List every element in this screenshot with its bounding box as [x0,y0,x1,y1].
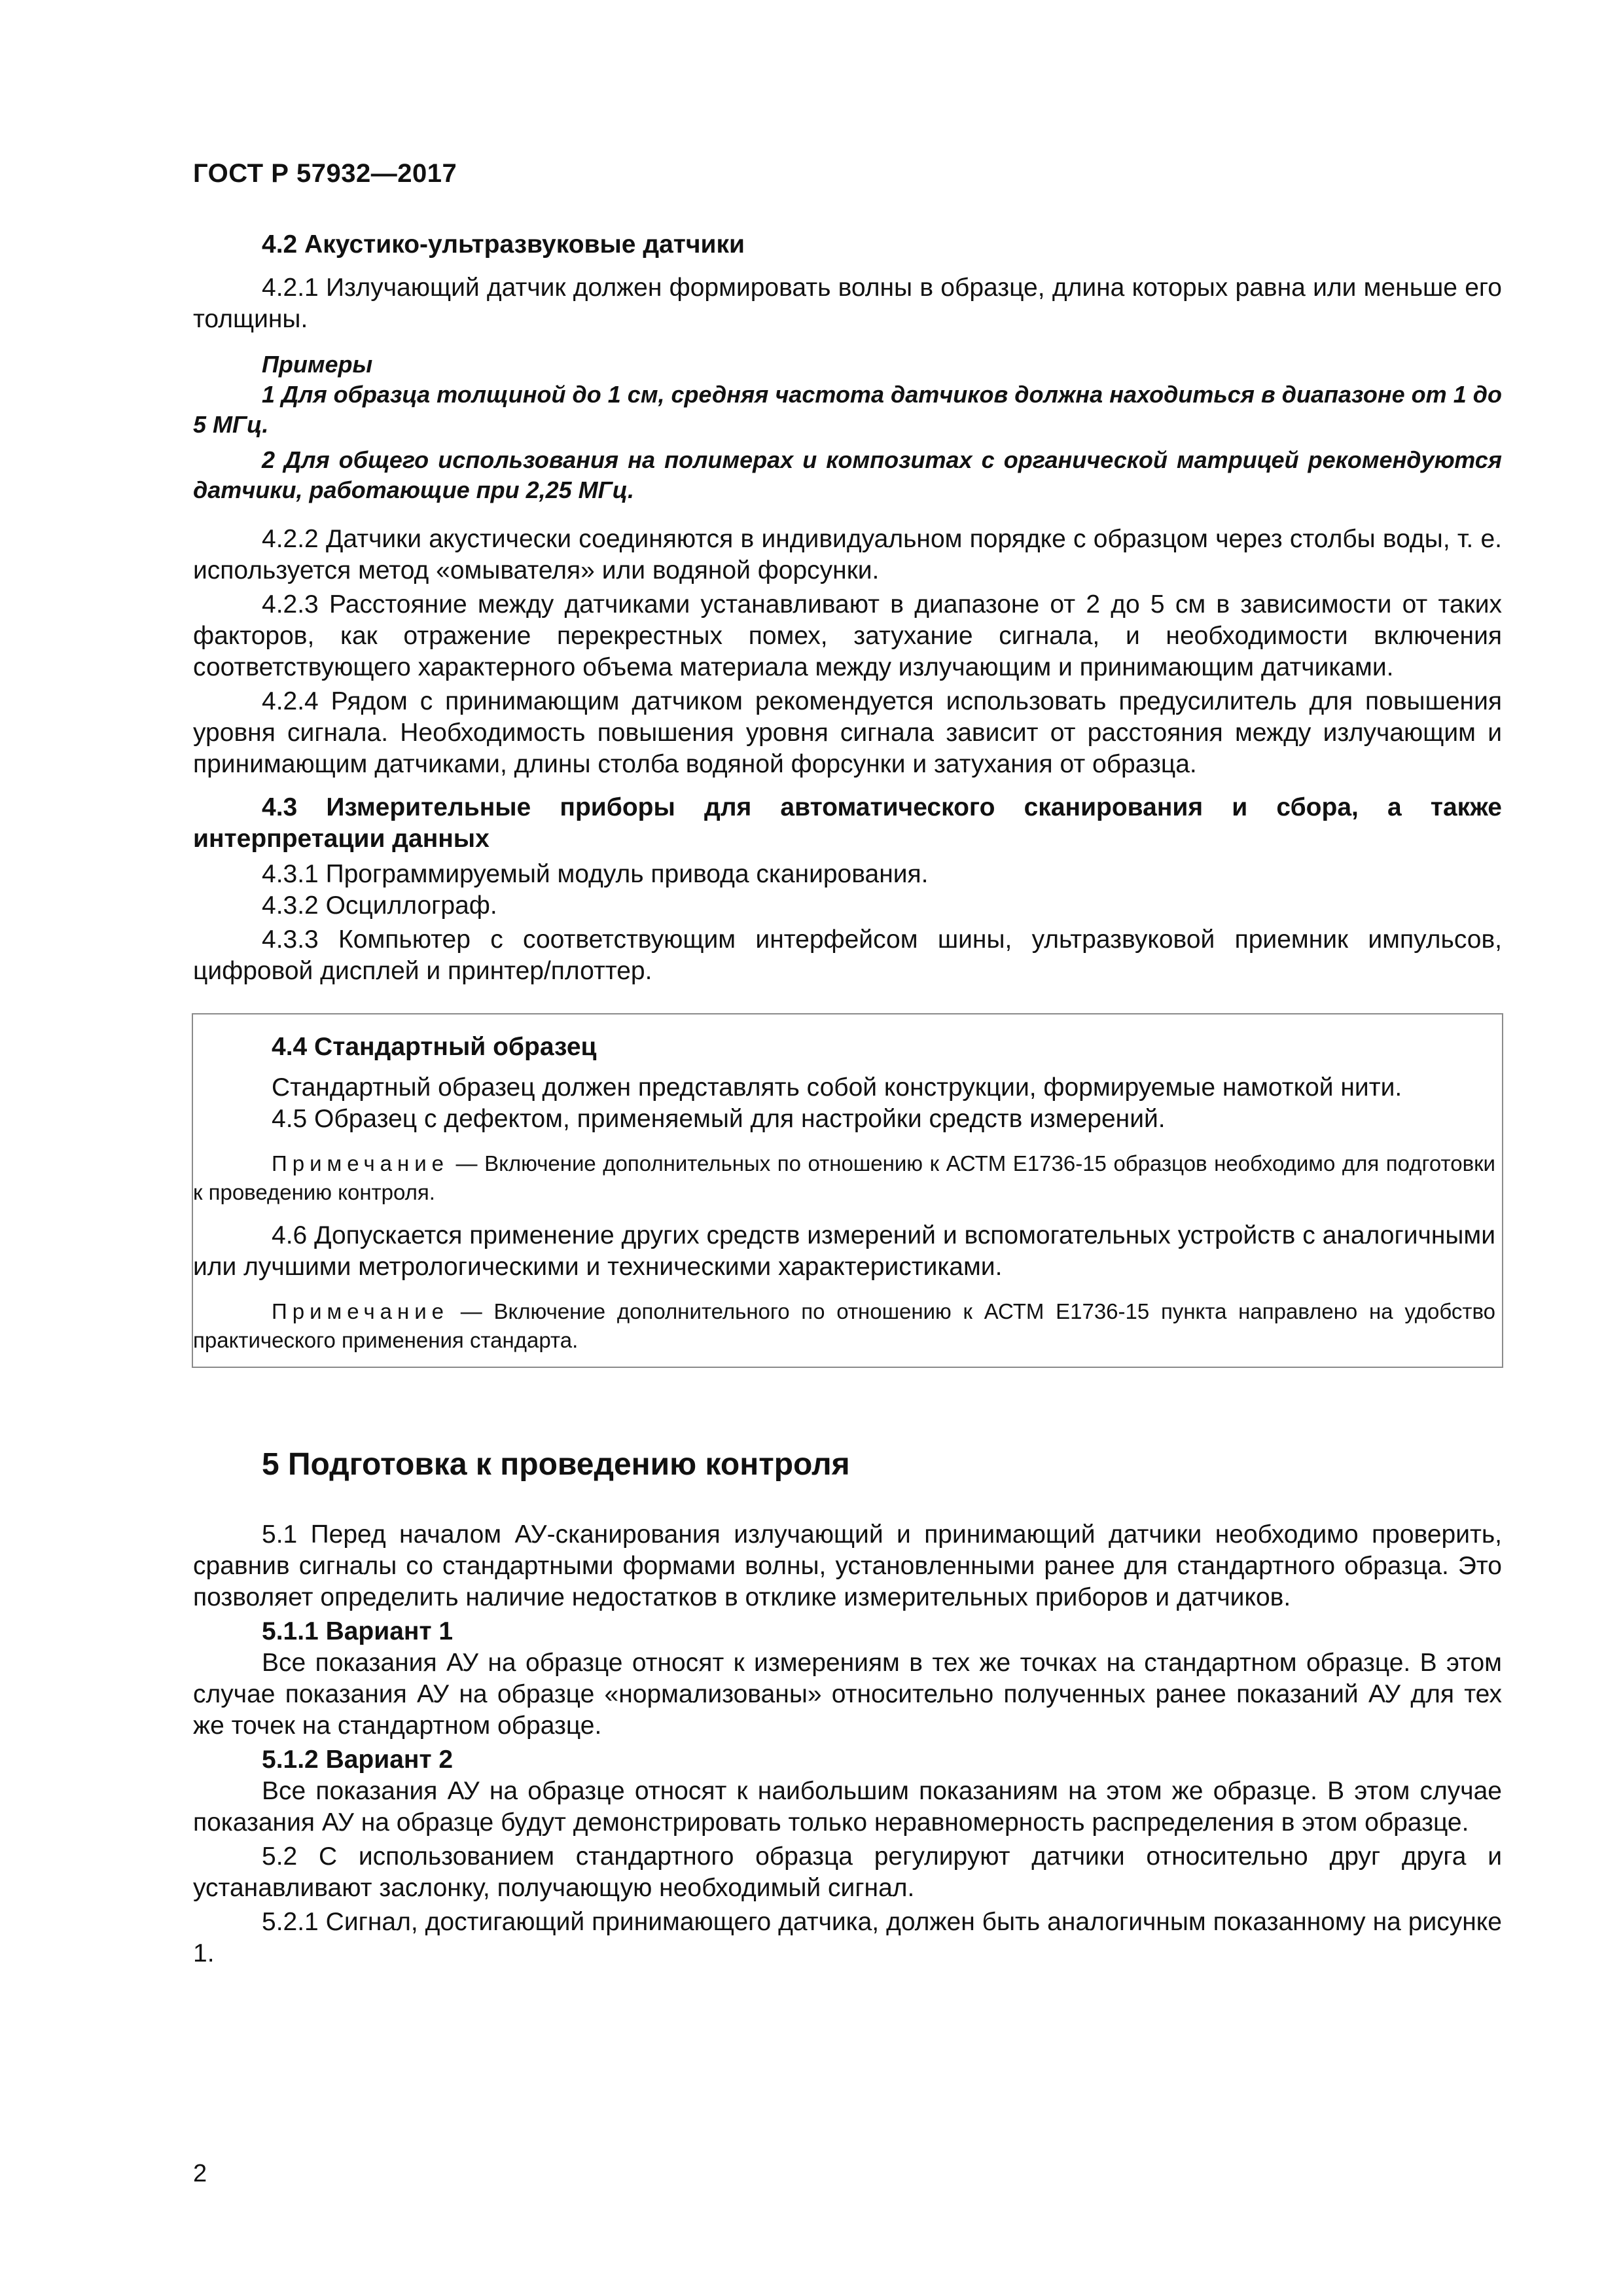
variant-2-title: 5.1.2 Вариант 2 [262,1746,454,1774]
section-4-2-title: 4.2 Акустико-ультразвуковые датчики [262,230,745,259]
paragraph-4-5: 4.5 Образец с дефектом, применяемый для настройки средств измерений. [272,1105,1166,1133]
page-number: 2 [193,2160,207,2187]
note-2-label: Примечание [272,1299,450,1323]
note-1-label: Примечание [272,1151,450,1175]
paragraph-5-1: 5.1 Перед началом АУ-сканирования излучающий и принимающий датчики необходимо проверить, сравнив сигналы со стандартными формами волны, установленными ранее для стандартного образца. Это позволяет определить наличие недостатков в отклике измерительных приборов и датчиков. [193,1520,1502,1611]
example-2: 2 Для общего использования на полимерах и композитах с органической матрицей рекомендуются датчики, работающие при 2,25 МГц. [193,446,1502,503]
variant-2-text: Все показания АУ на образце относят к наибольшим показаниям на этом же образце. В этом случае показания АУ на образце будут демонстрировать только неравномерность распределения в этом образце. [193,1777,1502,1837]
note-1-text: — Включение дополнительных по отношению к АСТМ Е1736-15 образцов необходимо для подготовки к проведению контроля. [193,1151,1495,1204]
note-2-text: — Включение дополнительного по отношению к АСТМ Е1736-15 пункта направлено на удобство практического применения стандарта. [193,1299,1495,1352]
paragraph-4-3-2: 4.3.2 Осциллограф. [262,891,497,920]
paragraph-5-2: 5.2 С использованием стандартного образца регулируют датчики относительно друг друга и устанавливают заслонку, получающую необходимый сигнал. [193,1842,1502,1902]
paragraph-4-3-3: 4.3.3 Компьютер с соответствующим интерфейсом шины, ультразвуковой приемник импульсов, цифровой дисплей и принтер/плоттер. [193,925,1502,985]
paragraph-4-2-2: 4.2.2 Датчики акустически соединяются в индивидуальном порядке с образцом через столбы воды, т. е. используется метод «омывателя» или водяной форсунки. [193,525,1502,584]
paragraph-4-2-3: 4.2.3 Расстояние между датчиками устанавливают в диапазоне от 2 до 5 см в зависимости от таких факторов, как отражение перекрестных помех, затухание сигнала, и необходимости включения соответствующего характерного объема материала между излучающим и принимающим датчиками. [193,590,1502,681]
paragraph-4-4: Стандартный образец должен представлять собой конструкции, формируемые намоткой нити. [272,1073,1402,1102]
paragraph-5-2-1: 5.2.1 Сигнал, достигающий принимающего датчика, должен быть аналогичным показанному на рисунке 1. [193,1908,1502,1967]
note-1 [193,1149,1502,1207]
example-1: 1 Для образца толщиной до 1 см, средняя частота датчиков должна находиться в диапазоне от 1 до 5 МГц. [193,381,1502,438]
document-header: ГОСТ Р 57932—2017 [193,159,457,188]
document-body [193,229,1502,1969]
paragraph-4-3-1: 4.3.1 Программируемый модуль привода сканирования. [262,860,929,888]
paragraph-4-6: 4.6 Допускается применение других средств измерений и вспомогательных устройств с аналогичными или лучшими метрологическими и техническими характеристиками. [193,1221,1495,1281]
paragraph-4-2-4: 4.2.4 Рядом с принимающим датчиком рекомендуется использовать предусилитель для повышения уровня сигнала. Необходимость повышения уровня сигнала зависит от расстояния между излучающим и принимающим датчиками, длины столба водяной форсунки и затухания от образца. [193,687,1502,778]
section-5-title: 5 Подготовка к проведению контроля [262,1447,850,1482]
note-2 [193,1297,1502,1355]
variant-1-text: Все показания АУ на образце относят к измерениям в тех же точках на стандартном образце. В этом случае показания АУ на образце «нормализованы» относительно полученных ранее показаний АУ для тех же точек на стандартном образце. [193,1649,1502,1740]
paragraph-4-2-1: 4.2.1 Излучающий датчик должен формировать волны в образце, длина которых равна или меньше его толщины. [193,274,1502,333]
examples-title: Примеры [262,351,373,378]
section-4-3-title: 4.3 Измерительные приборы для автоматического сканирования и сбора, а также интерпретации данных [193,793,1502,853]
variant-1-title: 5.1.1 Вариант 1 [262,1617,454,1645]
section-4-4-title: 4.4 Стандартный образец [272,1033,597,1061]
highlighted-box [192,1013,1503,1368]
